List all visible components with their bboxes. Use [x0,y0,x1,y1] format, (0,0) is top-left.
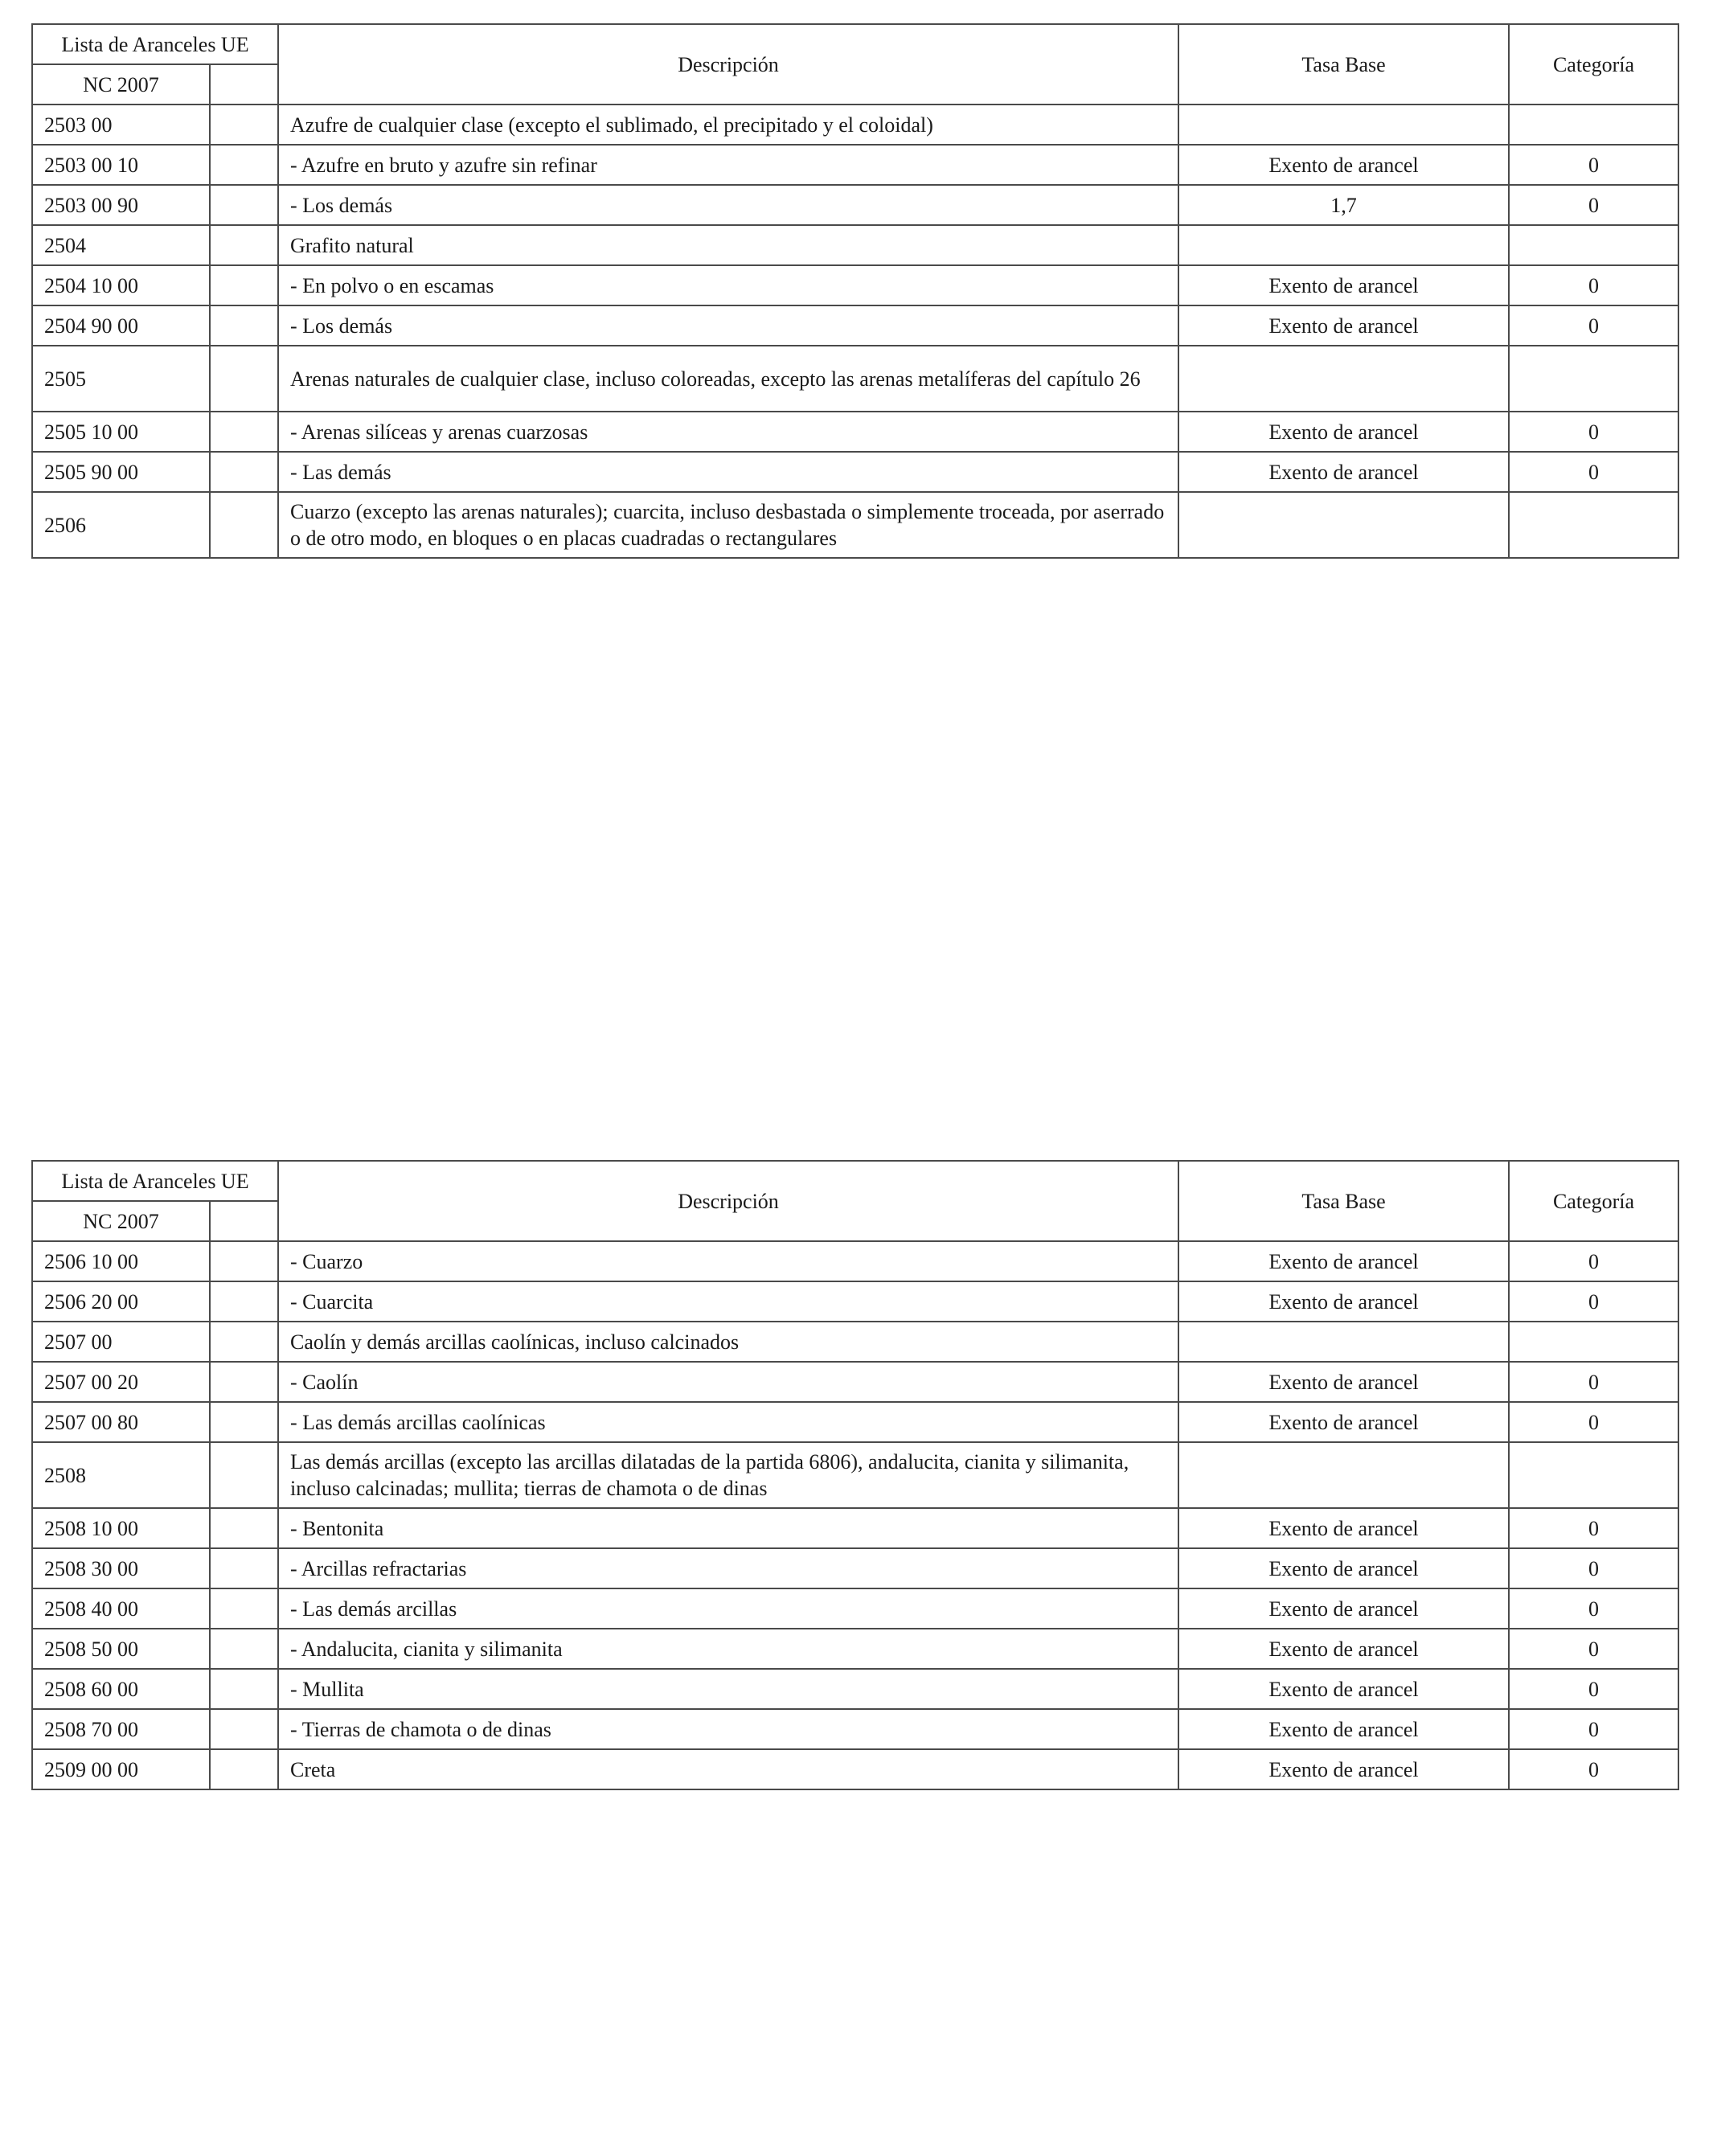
row-category: 0 [1509,305,1678,346]
table-row [32,1629,1678,1669]
row-rate: Exento de arancel [1178,412,1509,452]
row-blank [210,105,278,145]
table-row [32,452,1678,492]
row-blank [210,1709,278,1749]
row-rate: Exento de arancel [1178,1709,1509,1749]
row-description: - Tierras de chamota o de dinas [278,1709,1178,1749]
table-row [32,1362,1678,1402]
table-row [32,1749,1678,1789]
row-rate: Exento de arancel [1178,1669,1509,1709]
header-nc: NC 2007 [32,64,210,105]
row-code: 2506 20 00 [32,1281,210,1322]
row-code: 2508 70 00 [32,1709,210,1749]
table-row [32,492,1678,558]
row-category: 0 [1509,1588,1678,1629]
row-description: Azufre de cualquier clase (excepto el sublimado, el precipitado y el coloidal) [278,105,1178,145]
table-row [32,225,1678,265]
row-description: - Cuarzo [278,1241,1178,1281]
row-code: 2504 10 00 [32,265,210,305]
row-category: 0 [1509,452,1678,492]
row-category: 0 [1509,1749,1678,1789]
row-category: 0 [1509,1402,1678,1442]
row-code: 2508 60 00 [32,1669,210,1709]
table-row [32,265,1678,305]
row-category: 0 [1509,1709,1678,1749]
header-nc: NC 2007 [32,1201,210,1241]
table-row [32,1241,1678,1281]
row-blank [210,225,278,265]
row-code: 2505 [32,346,210,412]
row-rate: Exento de arancel [1178,145,1509,185]
row-description: - Las demás [278,452,1178,492]
row-rate: Exento de arancel [1178,1281,1509,1322]
row-code: 2503 00 10 [32,145,210,185]
row-category: 0 [1509,185,1678,225]
row-rate: Exento de arancel [1178,1241,1509,1281]
row-code: 2504 90 00 [32,305,210,346]
table-row [32,185,1678,225]
row-code: 2504 [32,225,210,265]
row-description: - Arenas silíceas y arenas cuarzosas [278,412,1178,452]
row-blank [210,492,278,558]
row-rate: Exento de arancel [1178,265,1509,305]
row-rate [1178,492,1509,558]
row-blank [210,1508,278,1548]
row-category: 0 [1509,1548,1678,1588]
row-category: 0 [1509,145,1678,185]
row-blank [210,145,278,185]
header-lista: Lista de Aranceles UE [32,1161,278,1201]
row-category [1509,1322,1678,1362]
row-rate: Exento de arancel [1178,452,1509,492]
row-code: 2508 [32,1442,210,1508]
row-category: 0 [1509,1669,1678,1709]
row-category: 0 [1509,265,1678,305]
header-categoria: Categoría [1509,1161,1678,1241]
row-description: - Azufre en bruto y azufre sin refinar [278,145,1178,185]
header-row [32,1161,1678,1201]
table-row [32,412,1678,452]
row-category: 0 [1509,1362,1678,1402]
table-row [32,1548,1678,1588]
header-tasa-base: Tasa Base [1178,24,1509,105]
row-description: Cuarzo (excepto las arenas naturales); cuarcita, incluso desbastada o simplemente troceada, por aserrado o de otro modo, en bloques o en placas cuadradas o rectangulares [278,492,1178,558]
row-description: Caolín y demás arcillas caolínicas, incluso calcinados [278,1322,1178,1362]
row-code: 2505 10 00 [32,412,210,452]
row-blank [210,452,278,492]
row-rate: 1,7 [1178,185,1509,225]
row-blank [210,1402,278,1442]
row-code: 2503 00 90 [32,185,210,225]
row-rate: Exento de arancel [1178,1588,1509,1629]
row-description: - En polvo o en escamas [278,265,1178,305]
table-row [32,1669,1678,1709]
header-blank-cell [210,1201,278,1241]
table-row [32,1442,1678,1508]
row-code: 2503 00 [32,105,210,145]
header-descripcion: Descripción [278,1161,1178,1241]
row-code: 2507 00 80 [32,1402,210,1442]
tariff-table-1 [31,23,1679,559]
row-description: - Bentonita [278,1508,1178,1548]
table-row [32,1508,1678,1548]
row-blank [210,1669,278,1709]
row-blank [210,1548,278,1588]
row-blank [210,1629,278,1669]
row-rate: Exento de arancel [1178,1629,1509,1669]
row-blank [210,265,278,305]
row-code: 2507 00 [32,1322,210,1362]
row-category [1509,346,1678,412]
row-code: 2506 [32,492,210,558]
row-description: - Mullita [278,1669,1178,1709]
header-row [32,24,1678,64]
row-description: - Los demás [278,185,1178,225]
row-code: 2508 10 00 [32,1508,210,1548]
table-row [32,145,1678,185]
row-description: Las demás arcillas (excepto las arcillas dilatadas de la partida 6806), andalucita, cianita y silimanita, incluso calcinadas; mullita; tierras de chamota o de dinas [278,1442,1178,1508]
table-row [32,1402,1678,1442]
row-rate [1178,225,1509,265]
row-code: 2506 10 00 [32,1241,210,1281]
table-row [32,1588,1678,1629]
header-lista: Lista de Aranceles UE [32,24,278,64]
row-category [1509,492,1678,558]
row-blank [210,185,278,225]
tariff-table-2 [31,1160,1679,1790]
row-code: 2507 00 20 [32,1362,210,1402]
row-rate [1178,105,1509,145]
table-row [32,305,1678,346]
table-row [32,105,1678,145]
row-rate [1178,1442,1509,1508]
row-description: - Andalucita, cianita y silimanita [278,1629,1178,1669]
row-rate [1178,346,1509,412]
row-description: - Las demás arcillas [278,1588,1178,1629]
row-rate: Exento de arancel [1178,1508,1509,1548]
row-description: Arenas naturales de cualquier clase, incluso coloreadas, excepto las arenas metalíferas del capítulo 26 [278,346,1178,412]
row-rate: Exento de arancel [1178,1548,1509,1588]
row-blank [210,1362,278,1402]
row-category [1509,1442,1678,1508]
row-category: 0 [1509,1508,1678,1548]
row-description: Creta [278,1749,1178,1789]
row-category [1509,105,1678,145]
row-category [1509,225,1678,265]
row-rate [1178,1322,1509,1362]
row-description: Grafito natural [278,225,1178,265]
table-row [32,1281,1678,1322]
row-category: 0 [1509,412,1678,452]
row-blank [210,412,278,452]
row-category: 0 [1509,1281,1678,1322]
row-blank [210,305,278,346]
row-rate: Exento de arancel [1178,1362,1509,1402]
row-code: 2508 40 00 [32,1588,210,1629]
header-categoria: Categoría [1509,24,1678,105]
row-code: 2508 50 00 [32,1629,210,1669]
row-category: 0 [1509,1629,1678,1669]
row-description: - Los demás [278,305,1178,346]
row-code: 2505 90 00 [32,452,210,492]
row-code: 2508 30 00 [32,1548,210,1588]
row-description: - Arcillas refractarias [278,1548,1178,1588]
row-blank [210,1281,278,1322]
row-blank [210,1588,278,1629]
table-row [32,346,1678,412]
row-rate: Exento de arancel [1178,1749,1509,1789]
header-blank-cell [210,64,278,105]
header-descripcion: Descripción [278,24,1178,105]
row-rate: Exento de arancel [1178,305,1509,346]
row-blank [210,1749,278,1789]
row-code: 2509 00 00 [32,1749,210,1789]
row-blank [210,1322,278,1362]
row-blank [210,1442,278,1508]
table-row [32,1322,1678,1362]
row-description: - Cuarcita [278,1281,1178,1322]
row-blank [210,346,278,412]
row-description: - Las demás arcillas caolínicas [278,1402,1178,1442]
table-row [32,1709,1678,1749]
row-description: - Caolín [278,1362,1178,1402]
header-tasa-base: Tasa Base [1178,1161,1509,1241]
row-rate: Exento de arancel [1178,1402,1509,1442]
row-category: 0 [1509,1241,1678,1281]
row-blank [210,1241,278,1281]
